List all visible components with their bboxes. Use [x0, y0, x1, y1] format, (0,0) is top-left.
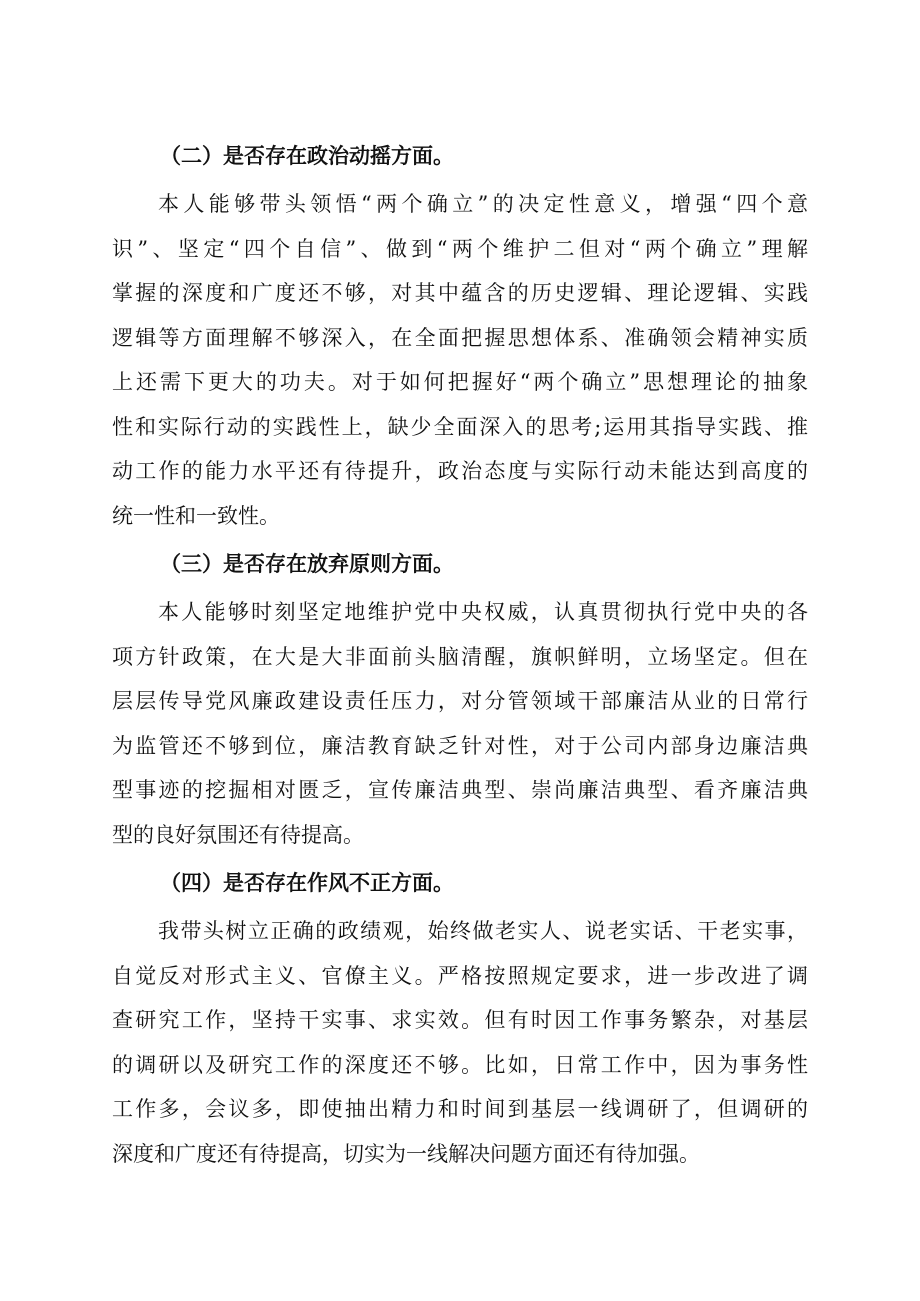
paragraph-line: 型的良好氛围还有待提高。 — [112, 822, 364, 847]
paragraph — [112, 909, 808, 1176]
paragraph-line: 项方针政策，在大是大非面前头脑清醒，旗帜鲜明，立场坚定。但在 — [112, 644, 808, 669]
paragraph-line: 工作多，会议多，即使抽出精力和时间到基层一线调研了，但调研的 — [112, 1097, 808, 1121]
document-body — [112, 130, 808, 1176]
paragraph — [112, 182, 808, 538]
paragraph-line: 的调研以及研究工作的深度还不够。比如，日常工作中，因为事务性 — [112, 1052, 808, 1077]
section-heading: （二）是否存在政治动摇方面。 — [160, 143, 454, 168]
paragraph-line: 我带头树立正确的政绩观，始终做老实人、说老实话、干老实事， — [158, 919, 808, 943]
paragraph-line: 本人能够时刻坚定地维护党中央权威，认真贯彻执行党中央的各 — [158, 600, 808, 624]
section-improper-style — [112, 857, 808, 1176]
paragraph-line: 查研究工作，坚持干实事、求实效。但有时因工作事务繁杂，对基层 — [112, 1008, 808, 1032]
paragraph-line: 逻辑等方面理解不够深入，在全面把握思想体系、准确领会精神实质 — [112, 325, 808, 350]
paragraph-line: 自觉反对形式主义、官僚主义。严格按照规定要求，进一步改进了调 — [112, 963, 808, 988]
paragraph-line: 动工作的能力水平还有待提升，政治态度与实际行动未能达到高度的 — [112, 459, 808, 483]
section-heading: （三）是否存在放弃原则方面。 — [160, 551, 454, 576]
paragraph-line: 性和实际行动的实践性上，缺少全面深入的思考;运用其指导实践、推 — [112, 414, 808, 439]
paragraph-line: 深度和广度还有待提高，切实为一线解决问题方面还有待加强。 — [112, 1141, 700, 1166]
paragraph-line: 本人能够带头领悟“两个确立”的决定性意义，增强“四个意 — [158, 192, 808, 216]
section-heading: （四）是否存在作风不正方面。 — [160, 870, 454, 895]
paragraph-line: 上还需下更大的功夫。对于如何把握好“两个确立”思想理论的抽象 — [112, 370, 808, 394]
section-political-wavering — [112, 130, 808, 538]
paragraph-line: 掌握的深度和广度还不够，对其中蕴含的历史逻辑、理论逻辑、实践 — [112, 281, 808, 305]
paragraph-line: 层层传导党风廉政建设责任压力，对分管领域干部廉洁从业的日常行 — [112, 689, 808, 713]
section-abandoning-principles — [112, 538, 808, 857]
paragraph-line: 为监管还不够到位，廉洁教育缺乏针对性，对于公司内部身边廉洁典 — [112, 733, 808, 758]
paragraph-line: 识”、坚定“四个自信”、做到“两个维护二但对“两个确立”理解 — [112, 236, 808, 261]
paragraph-line: 统一性和一致性。 — [112, 503, 280, 528]
paragraph — [112, 590, 808, 857]
paragraph-line: 型事迹的挖掘相对匮乏，宣传廉洁典型、崇尚廉洁典型、看齐廉洁典 — [112, 778, 808, 802]
